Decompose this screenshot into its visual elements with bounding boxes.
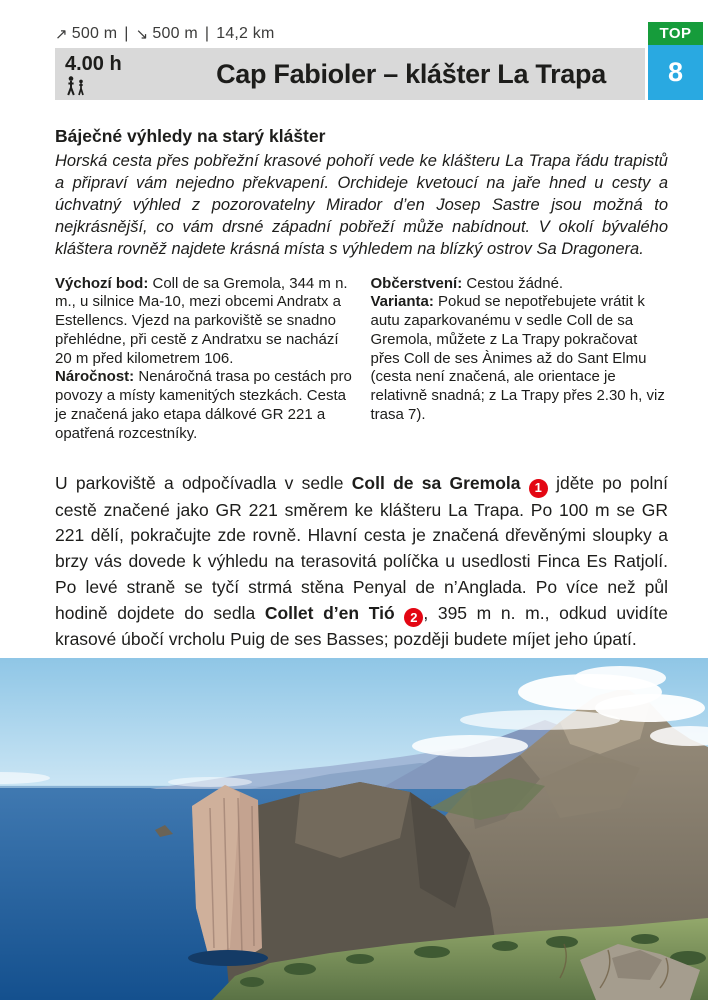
- route-title-bar: [55, 48, 645, 100]
- info-text: Cestou žádné.: [462, 274, 564, 292]
- info-text: Coll de sa Gremola, 344 m n. m., u silnice Ma-10, mezi obcemi Andratx a Estellencs. Vjezd na parkoviště se snadno přehlédne, při cestě z Andratxu se nachází 20 m před kilometrem 106.: [55, 274, 348, 367]
- info-label: Varianta:: [370, 293, 434, 311]
- duration-block: [55, 53, 185, 96]
- info-item: [55, 368, 353, 443]
- info-columns: [55, 275, 668, 444]
- info-item: [55, 275, 353, 369]
- distance-value: 14,2 km: [216, 24, 275, 42]
- section-heading: Báječné výhledy na starý klášter: [55, 126, 326, 146]
- route-number-badge: 8: [648, 45, 703, 100]
- waypoint-marker-1: 1: [529, 479, 548, 498]
- ascent-arrow-icon: ↗: [55, 25, 68, 43]
- info-item: [371, 275, 669, 294]
- info-label: Náročnost:: [55, 368, 135, 386]
- route-place-name: Collet d’en Tió: [264, 603, 395, 624]
- waypoint-marker-2: 2: [404, 608, 423, 627]
- route-text-segment: jděte po polní cestě značené jako GR 221 směrem ke klášteru La Trapa. Po 100 m se GR 221 dělí, pokračujte zde rovně. Hlavní cesta je značená dřevěnými sloupky a brzy vás dovede k výhledu na terasovitá políčka u usedlosti Finca Es Ratjolí. Po levé straně se tyčí strmá stěna Penyal de n’Anglada. Po více než půl hodině dojdete do sedla: [55, 473, 668, 624]
- route-title: Cap Fabioler – klášter La Trapa: [216, 58, 606, 89]
- info-text: Pokud se nepotřebujete vrátit k autu zaparkovanému v sedle Coll de sa Gremola, můžete z La Trapy pokračovat přes Coll de ses Ànimes až do Sant Elmu (cesta není značená, ale orientace je relativně snadná; z La Trapy přes 2.30 h, viz trasa 7).: [370, 293, 665, 423]
- descent-value: 500 m: [152, 24, 198, 42]
- info-column-right: [371, 275, 669, 444]
- page-content: [55, 126, 668, 703]
- hikers-icon: [65, 76, 185, 96]
- duration-value: 4.00 h: [65, 52, 122, 75]
- route-description: [55, 471, 668, 653]
- ascent-value: 500 m: [71, 24, 118, 42]
- info-text: Nenáročná trasa po cestách pro povozy a místy kamenitých stezkách. Cesta je značená jako etapa dálkové GR 221 a opatřená rozcestníky.: [55, 368, 352, 442]
- route-text-segment: U parkoviště a odpočívadla v sedle: [55, 473, 352, 494]
- info-label: Výchozí bod:: [55, 274, 149, 292]
- stats-separator: |: [204, 24, 210, 42]
- descent-arrow-icon: ↘: [135, 25, 149, 43]
- info-item: [371, 293, 669, 424]
- info-label: Občerstvení:: [370, 274, 463, 292]
- route-stats: [55, 22, 638, 45]
- badge-column: [648, 22, 703, 100]
- intro-paragraph: Horská cesta přes pobřežní krasové pohoří vede ke klášteru La Trapa řádu trapistů a připraví vám nejedno překvapení. Orchideje kvetoucí na jaře hned u cesty a úchvatný výhled z pozorovatelny Mirador d’en Josep Sastre jsou možná to nejkrásnější, co vám drsné západní pobřeží může nabídnout. V okolí bývalého kláštera rovněž najdete krásná místa s výhledem na blízký ostrov Sa Dragonera.: [55, 152, 668, 258]
- route-place-name: Coll de sa Gremola: [351, 473, 521, 494]
- route-text-segment: , 395 m n. m., odkud uvidíte krasové úbočí vrcholu Puig de ses Basses; později budete míjet jeho úpatí.: [55, 603, 668, 650]
- stats-separator: |: [124, 24, 129, 42]
- trail-photo: [0, 658, 708, 1000]
- info-column-left: [55, 275, 353, 444]
- top-badge: TOP: [648, 22, 703, 45]
